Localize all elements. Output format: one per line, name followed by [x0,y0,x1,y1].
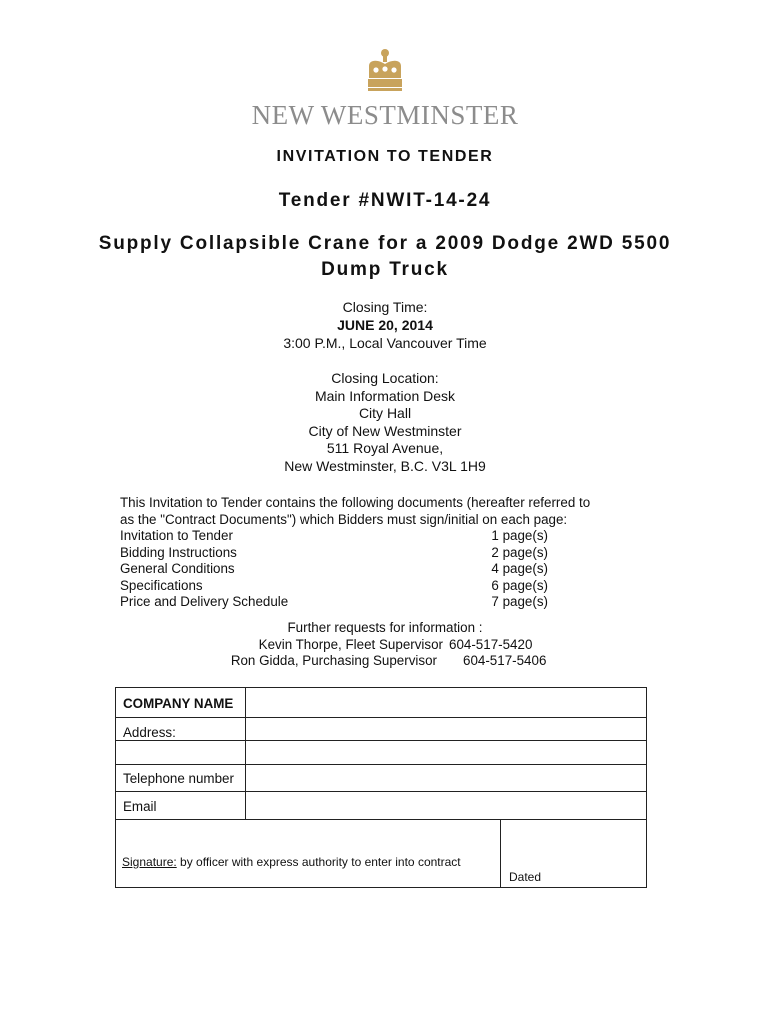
intro-paragraph [120,495,640,528]
telephone-field[interactable] [246,765,646,791]
document-name: Price and Delivery Schedule [120,594,289,609]
contact-row [0,653,770,670]
email-label: Email [116,792,246,819]
subject-line: Supply Collapsible Crane for a 2009 Dodge 2WD 5500 [98,233,672,254]
telephone-label: Telephone number [116,765,246,791]
document-pages: 7 page(s) [491,594,548,609]
company-name-field[interactable] [246,688,646,717]
company-name-row [116,688,646,718]
document-name: General Conditions [120,561,235,576]
crown-icon [363,48,407,100]
list-item [120,528,548,545]
company-name-label: COMPANY NAME [116,688,246,717]
location-line: City Hall [358,405,412,422]
subject-line: Dump Truck [321,259,449,280]
address-field[interactable] [246,718,646,740]
contact-row [0,637,770,654]
signature-field[interactable] [116,820,501,887]
address-label-blank [116,741,246,764]
city-logo [0,48,770,130]
dated-label: Dated [509,870,542,884]
document-pages: 2 page(s) [491,544,548,560]
contact-phone: 604-517-5420 [449,636,533,652]
address-label: Address: [116,718,246,740]
document-pages: 1 page(s) [491,528,548,543]
document-heading: INVITATION TO TENDER [276,148,494,165]
intro-line: as the "Contract Documents") which Bidders must sign/initial on each page: [120,511,568,527]
contact-name: Kevin Thorpe, Fleet Supervisor [258,636,443,652]
closing-time [0,298,770,352]
document-pages: 4 page(s) [491,561,548,576]
signature-note: by officer with express authority to enter into contract [180,855,461,869]
signature-label: Signature: [122,855,177,869]
contact-heading: Further requests for information : [287,620,483,635]
list-item [120,545,548,562]
email-row [116,792,646,820]
address-row-2 [116,741,646,765]
document-name: Bidding Instructions [120,544,237,560]
closing-hour: 3:00 P.M., Local Vancouver Time [283,335,487,351]
contact-phone: 604-517-5406 [463,653,547,668]
location-line: City of New Westminster [308,422,462,439]
closing-location-label: Closing Location: [331,370,439,386]
list-item [120,594,548,611]
closing-time-label: Closing Time: [342,299,428,315]
closing-location [0,370,770,476]
intro-line: This Invitation to Tender contains the following documents (hereafter referred to [120,495,591,510]
bidder-info-form [115,687,647,888]
organization-name: NEW WESTMINSTER [251,100,519,130]
address-field-2[interactable] [246,741,646,764]
list-item [120,561,548,578]
address-row [116,718,646,741]
document-name: Invitation to Tender [120,528,233,543]
closing-date: JUNE 20, 2014 [337,317,433,333]
email-field[interactable] [246,792,646,819]
document-name: Specifications [120,577,203,593]
tender-subject [60,231,710,283]
contact-name: Ron Gidda, Purchasing Supervisor [230,653,437,668]
signature-caption [122,855,461,869]
dated-field[interactable] [501,820,646,887]
location-line: Main Information Desk [314,387,456,404]
telephone-row [116,765,646,792]
location-line: 511 Royal Avenue, [326,440,444,457]
document-pages: 6 page(s) [491,577,548,593]
tender-number: Tender #NWIT-14-24 [278,190,492,211]
list-item [120,578,548,595]
contact-info [0,620,770,670]
contract-documents-list [120,528,548,611]
location-line: New Westminster, B.C. V3L 1H9 [284,457,486,474]
